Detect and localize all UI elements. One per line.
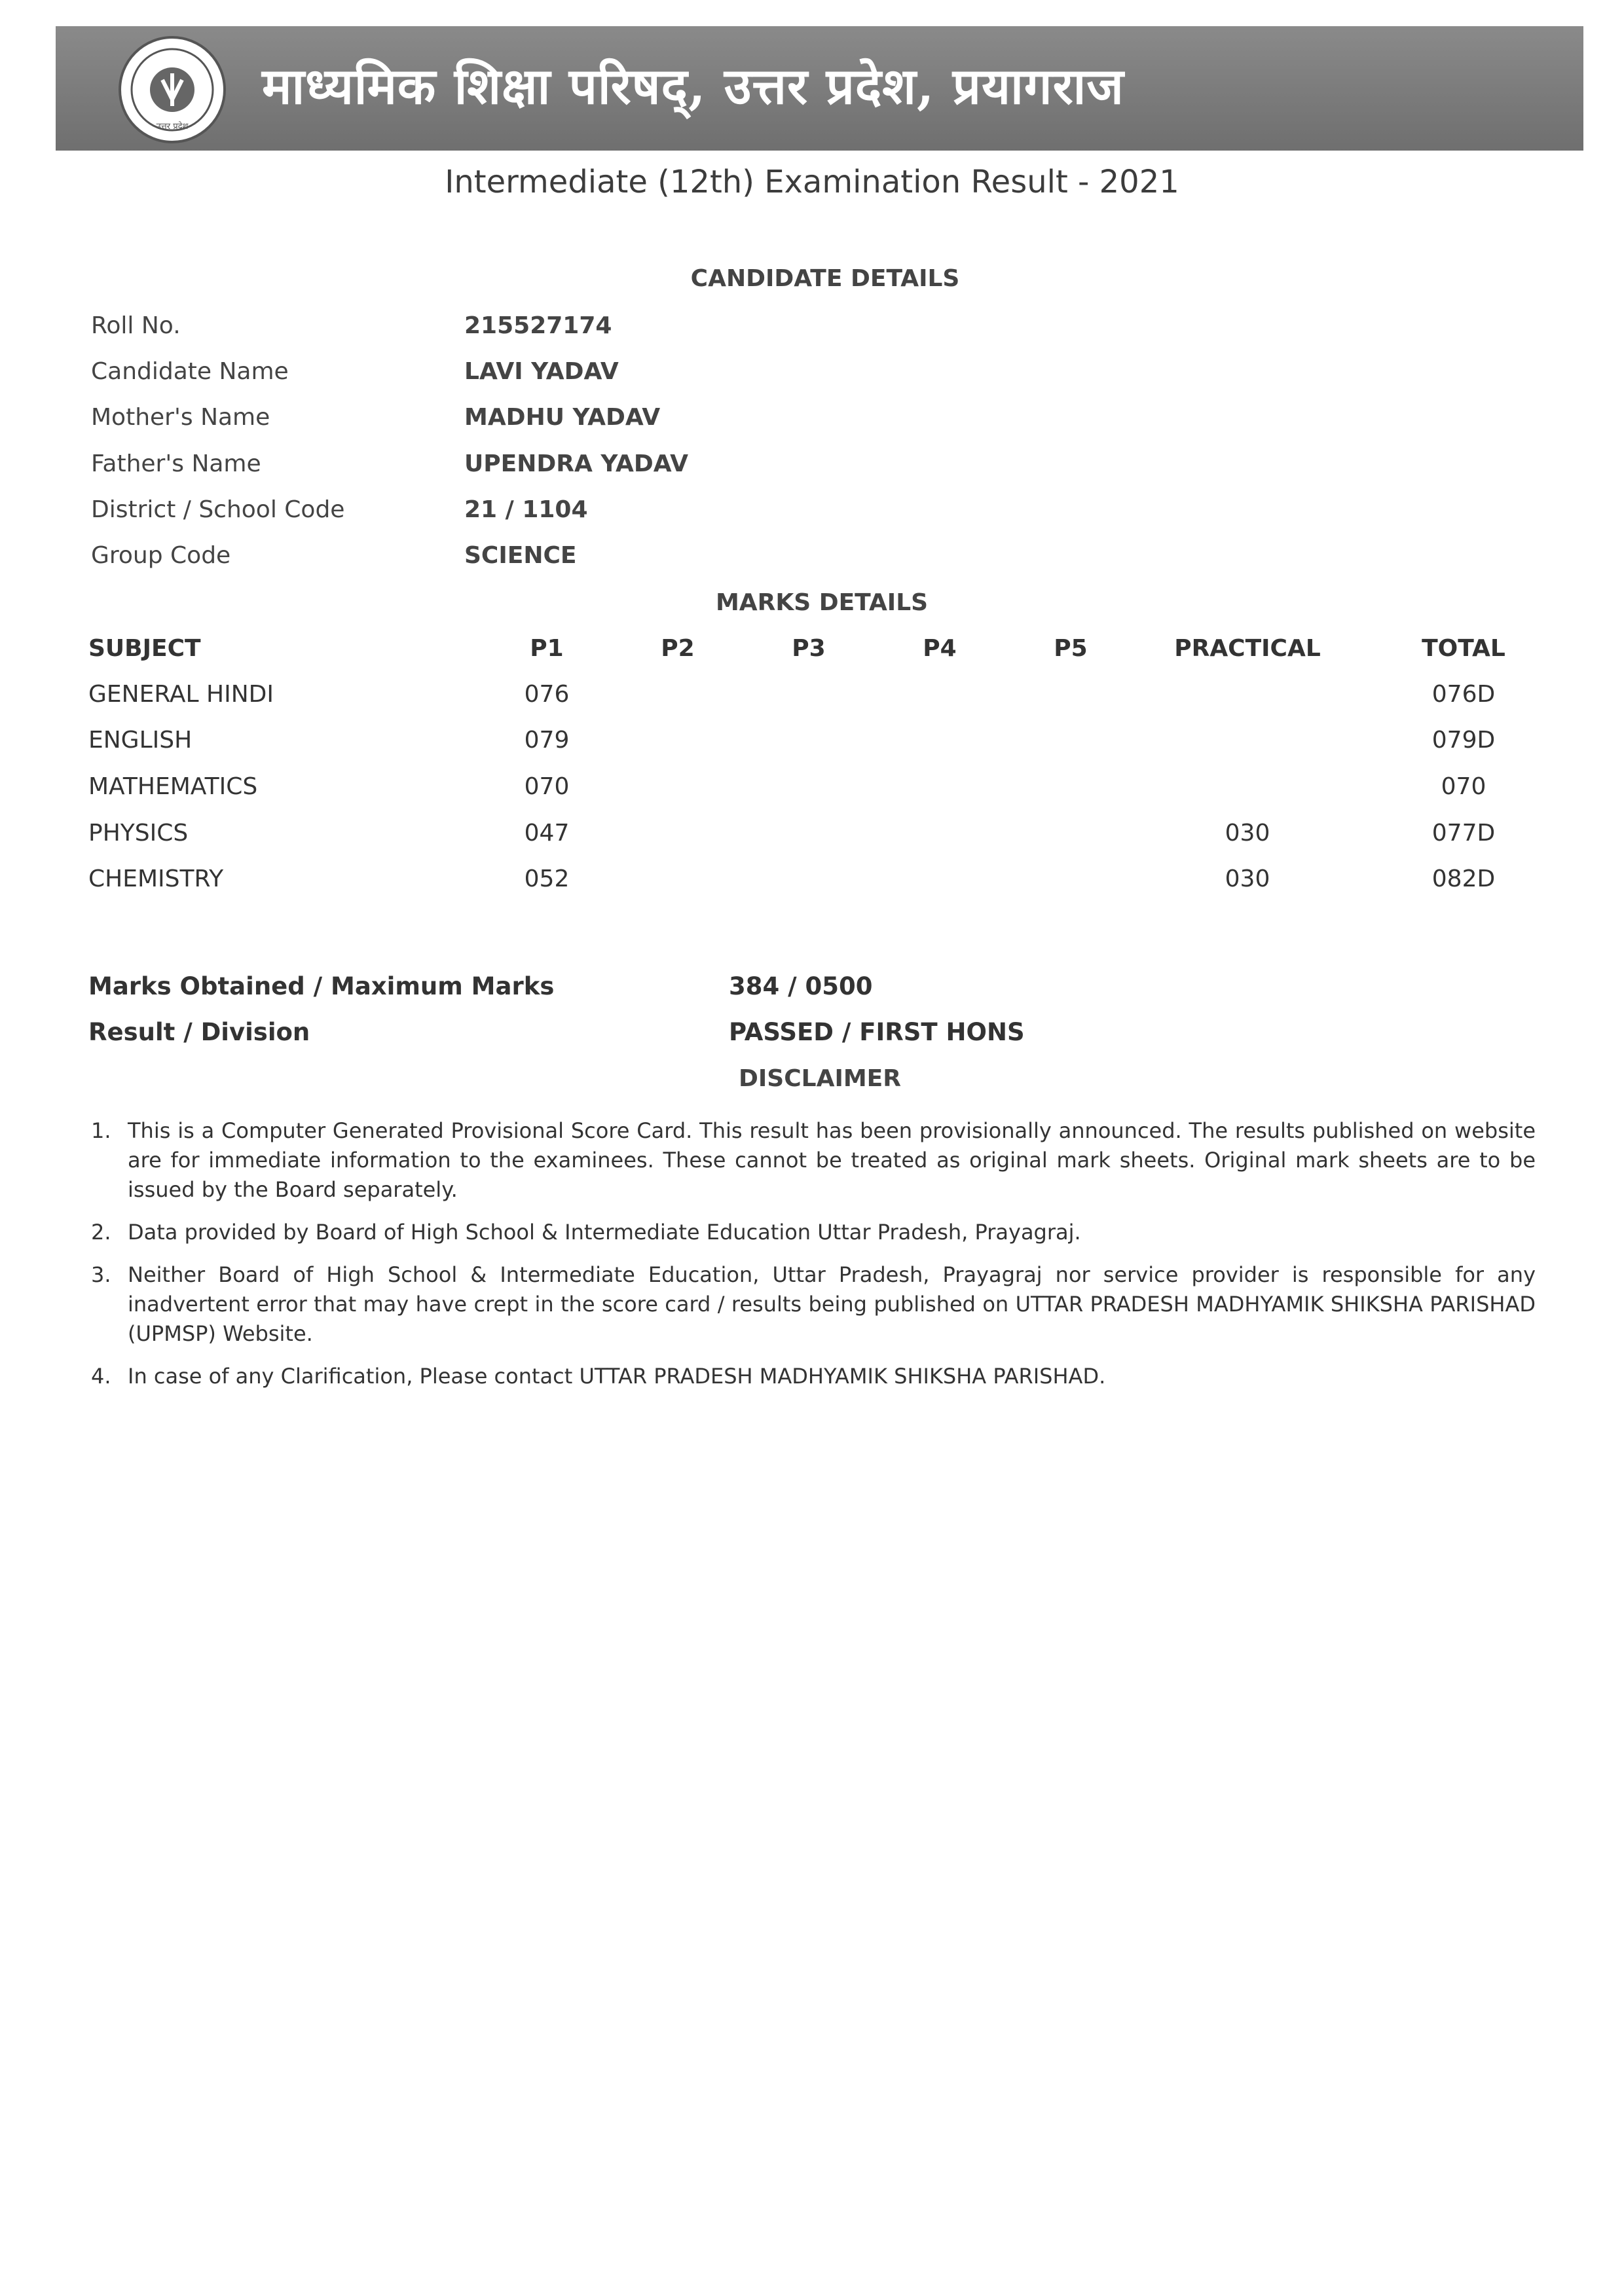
table-row <box>88 681 1555 720</box>
board-seal-logo <box>117 34 228 145</box>
col-total: TOTAL <box>1422 635 1505 662</box>
total-cell: 070 <box>1441 773 1486 800</box>
roll-label: Roll No. <box>91 312 181 339</box>
list-item <box>88 1362 1536 1391</box>
mother-name-value: MADHU YADAV <box>464 404 661 431</box>
disclaimer-text: This is a Computer Generated Provisional Score Card. This result has been provisionally announced. The results published on website are for immediate information to the examinees. These cannot be treated as original mark sheets. Original mark sheets are to be issued by the Board separately. <box>128 1118 1536 1202</box>
candidate-details-heading: CANDIDATE DETAILS <box>690 265 960 292</box>
disclaimer-heading: DISCLAIMER <box>739 1065 901 1092</box>
practical-cell: 030 <box>1225 820 1270 847</box>
p1-cell: 076 <box>524 681 570 708</box>
p1-cell: 070 <box>524 773 570 800</box>
group-code-value: SCIENCE <box>464 542 577 569</box>
p1-cell: 052 <box>524 866 570 892</box>
exam-title: Intermediate (12th) Examination Result - 2021 <box>445 164 1179 200</box>
disclaimer-list <box>88 1116 1536 1404</box>
subject-cell: GENERAL HINDI <box>88 681 274 708</box>
total-cell: 082D <box>1431 866 1496 892</box>
svg-text:उत्तर प्रदेश: उत्तर प्रदेश <box>156 122 189 132</box>
board-title: माध्यमिक शिक्षा परिषद्, उत्तर प्रदेश, प्रयागराज <box>262 57 1124 115</box>
roll-value: 215527174 <box>464 312 612 339</box>
father-name-label: Father's Name <box>91 450 261 477</box>
subject-cell: PHYSICS <box>88 820 189 847</box>
list-item <box>88 1116 1536 1205</box>
district-school-label: District / School Code <box>91 496 345 523</box>
candidate-row-district <box>91 496 877 536</box>
disclaimer-number: 3. <box>91 1262 111 1287</box>
subject-cell: CHEMISTRY <box>88 866 224 892</box>
candidate-row-mother <box>91 404 877 443</box>
disclaimer-number: 4. <box>91 1364 111 1389</box>
total-cell: 079D <box>1431 727 1496 754</box>
candidate-row-name <box>91 358 877 397</box>
p1-cell: 047 <box>524 820 570 847</box>
subject-cell: MATHEMATICS <box>88 773 258 800</box>
candidate-row-father <box>91 450 877 490</box>
table-row <box>88 727 1555 766</box>
subject-cell: ENGLISH <box>88 727 193 754</box>
col-p3: P3 <box>792 635 826 662</box>
col-p5: P5 <box>1054 635 1088 662</box>
marks-summary-row <box>88 972 1529 1011</box>
district-school-value: 21 / 1104 <box>464 496 588 523</box>
father-name-value: UPENDRA YADAV <box>464 450 688 477</box>
col-subject: SUBJECT <box>88 635 201 662</box>
p1-cell: 079 <box>524 727 570 754</box>
col-practical: PRACTICAL <box>1174 635 1321 662</box>
col-p2: P2 <box>661 635 695 662</box>
total-cell: 077D <box>1431 820 1496 847</box>
list-item <box>88 1218 1536 1247</box>
marks-details-heading: MARKS DETAILS <box>715 589 929 616</box>
candidate-name-value: LAVI YADAV <box>464 358 619 385</box>
result-division-value: PASSED / FIRST HONS <box>729 1018 1025 1046</box>
disclaimer-number: 1. <box>91 1118 111 1143</box>
candidate-row-group <box>91 542 877 581</box>
candidate-row-roll <box>91 312 877 352</box>
table-row <box>88 820 1555 859</box>
group-code-label: Group Code <box>91 542 231 569</box>
disclaimer-number: 2. <box>91 1220 111 1245</box>
marks-obtained-value: 384 / 0500 <box>729 972 873 1000</box>
disclaimer-text: Neither Board of High School & Intermediate Education, Uttar Pradesh, Prayagraj nor service provider is responsible for any inadvertent error that may have crept in the score card / results being published on UTTAR PRADESH MADHYAMIK SHIKSHA PARISHAD (UPMSP) Website. <box>128 1262 1536 1346</box>
marks-obtained-label: Marks Obtained / Maximum Marks <box>88 972 555 1000</box>
disclaimer-text: In case of any Clarification, Please contact UTTAR PRADESH MADHYAMIK SHIKSHA PARISHAD. <box>128 1364 1106 1389</box>
list-item <box>88 1260 1536 1349</box>
practical-cell: 030 <box>1225 866 1270 892</box>
candidate-name-label: Candidate Name <box>91 358 289 385</box>
result-summary-row <box>88 1018 1529 1057</box>
mother-name-label: Mother's Name <box>91 404 270 431</box>
col-p1: P1 <box>530 635 564 662</box>
result-division-label: Result / Division <box>88 1018 310 1046</box>
col-p4: P4 <box>923 635 957 662</box>
table-row <box>88 773 1555 812</box>
disclaimer-text: Data provided by Board of High School & Intermediate Education Uttar Pradesh, Prayagraj. <box>128 1220 1081 1245</box>
table-row <box>88 866 1555 905</box>
total-cell: 076D <box>1431 681 1496 708</box>
marks-table-header <box>88 635 1555 674</box>
